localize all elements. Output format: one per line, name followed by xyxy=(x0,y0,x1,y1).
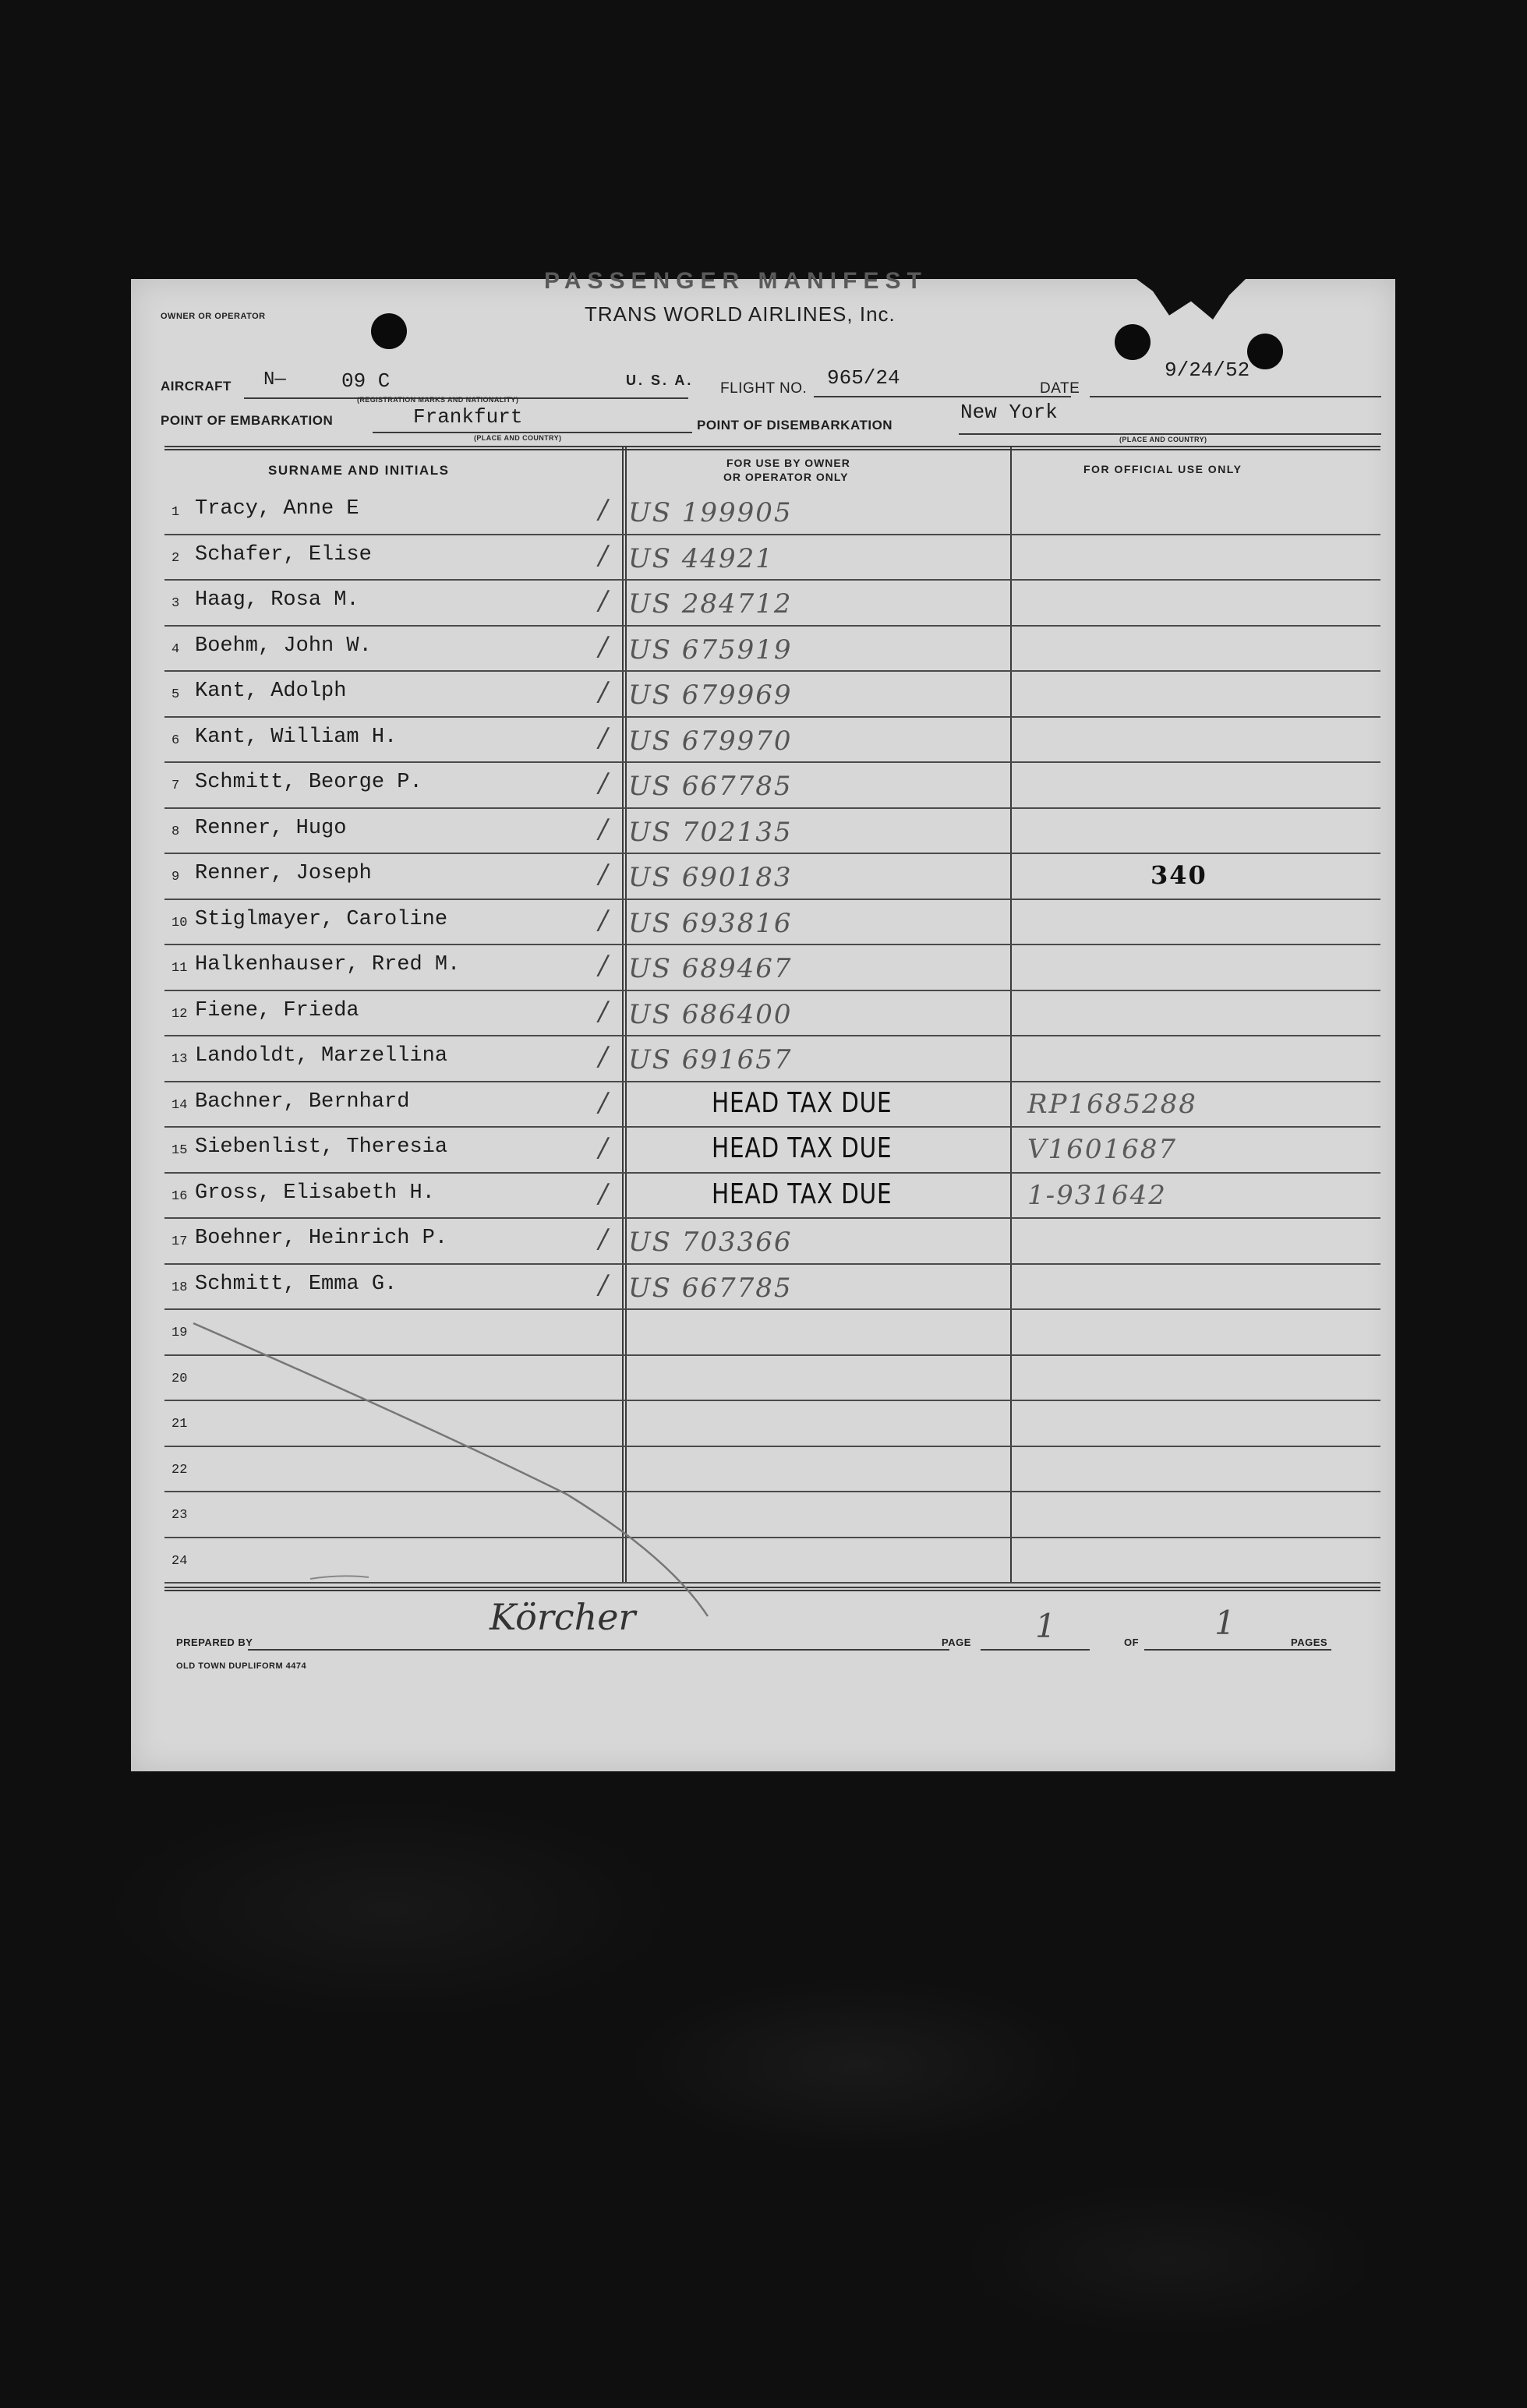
owner-visa-number: US 284712 xyxy=(628,588,793,620)
flight-label: FLIGHT NO. xyxy=(720,380,808,397)
check-mark: / xyxy=(599,950,608,981)
col-owner-header-1: FOR USE BY OWNER xyxy=(726,457,850,469)
row-number: 3 xyxy=(171,596,180,611)
owner-visa-number: US 691657 xyxy=(628,1044,793,1075)
embark-value: Frankfurt xyxy=(413,405,523,429)
row-number: 1 xyxy=(171,505,180,520)
punch-hole-right xyxy=(1247,334,1283,369)
check-mark: / xyxy=(599,1269,608,1301)
passenger-name: Renner, Hugo xyxy=(195,816,347,840)
owner-label: OWNER OR OPERATOR xyxy=(161,312,266,321)
check-mark: / xyxy=(599,539,608,571)
aircraft-label: AIRCRAFT xyxy=(161,379,232,394)
passenger-name: Renner, Joseph xyxy=(195,862,372,885)
paper-tear xyxy=(1136,279,1246,320)
row-divider xyxy=(164,944,1380,945)
head-tax-stamp: HEAD TAX DUE xyxy=(712,1086,893,1119)
date-value: 9/24/52 xyxy=(1165,358,1250,382)
row-divider xyxy=(164,1446,1380,1447)
owner-visa-number: US 703366 xyxy=(628,1227,793,1258)
aircraft-value: 09 C xyxy=(341,369,391,393)
row-divider xyxy=(164,1126,1380,1128)
form-id: OLD TOWN DUPLIFORM 4474 xyxy=(176,1661,307,1671)
check-mark: / xyxy=(599,1223,608,1255)
owner-visa-number: US 689467 xyxy=(628,953,793,984)
place-note-2: (PLACE AND COUNTRY) xyxy=(1119,436,1207,443)
row-divider xyxy=(164,534,1380,535)
row-divider xyxy=(164,1308,1380,1310)
country-label: U. S. A. xyxy=(626,372,694,388)
check-mark: / xyxy=(599,1041,608,1072)
owner-visa-number: US 702135 xyxy=(628,816,793,848)
official-entry: V1601687 xyxy=(1027,1134,1177,1165)
row-number: 18 xyxy=(171,1280,188,1295)
row-number: 6 xyxy=(171,733,180,748)
passenger-name: Landoldt, Marzellina xyxy=(195,1044,448,1068)
row-number: 4 xyxy=(171,641,180,657)
check-mark: / xyxy=(599,722,608,754)
official-entry: RP1685288 xyxy=(1027,1088,1197,1120)
row-divider xyxy=(164,761,1380,763)
head-tax-stamp: HEAD TAX DUE xyxy=(712,1178,893,1210)
check-mark: / xyxy=(599,630,608,662)
owner-visa-number: US 686400 xyxy=(628,998,793,1030)
row-number: 23 xyxy=(171,1508,188,1523)
check-mark: / xyxy=(599,904,608,936)
row-number: 15 xyxy=(171,1143,188,1158)
official-entry: 340 xyxy=(1151,860,1207,890)
row-divider xyxy=(164,670,1380,672)
owner-visa-number: US 667785 xyxy=(628,1272,793,1304)
row-number: 22 xyxy=(171,1462,188,1478)
row-number: 16 xyxy=(171,1188,188,1204)
punch-hole-left xyxy=(371,313,407,349)
passenger-name: Boehm, John W. xyxy=(195,634,372,658)
row-number: 9 xyxy=(171,870,180,884)
row-divider xyxy=(164,990,1380,991)
check-mark: / xyxy=(599,813,608,845)
row-divider xyxy=(164,1172,1380,1174)
partial-title: PASSENGER MANIFEST xyxy=(544,268,928,294)
row-divider xyxy=(164,579,1380,581)
passenger-name: Schmitt, Emma G. xyxy=(195,1272,398,1296)
owner-visa-number: US 199905 xyxy=(628,497,793,528)
flight-value: 965/24 xyxy=(827,366,900,390)
row-number: 11 xyxy=(171,961,188,976)
head-tax-stamp: HEAD TAX DUE xyxy=(712,1132,893,1164)
check-mark: / xyxy=(599,768,608,799)
official-entry: 1-931642 xyxy=(1027,1179,1167,1211)
owner-visa-number: US 690183 xyxy=(628,862,793,893)
passenger-name: Boehner, Heinrich P. xyxy=(195,1227,448,1250)
col-surname-header: SURNAME AND INITIALS xyxy=(268,463,450,478)
passenger-name: Stiglmayer, Caroline xyxy=(195,907,448,931)
row-divider xyxy=(164,1537,1380,1538)
pages-label: PAGES xyxy=(1291,1637,1328,1648)
row-divider xyxy=(164,1582,1380,1584)
passenger-name: Siebenlist, Theresia xyxy=(195,1135,448,1159)
passenger-name: Halkenhauser, Rred M. xyxy=(195,953,461,976)
check-mark: / xyxy=(599,1086,608,1118)
row-number: 7 xyxy=(171,779,180,793)
punch-hole-center xyxy=(1115,324,1151,360)
owner-visa-number: US 679970 xyxy=(628,725,793,757)
owner-visa-number: US 679969 xyxy=(628,680,793,711)
row-number: 19 xyxy=(171,1326,188,1340)
passenger-name: Bachner, Bernhard xyxy=(195,1089,410,1114)
passenger-name: Schafer, Elise xyxy=(195,542,372,567)
check-mark: / xyxy=(599,859,608,890)
passenger-name: Fiene, Frieda xyxy=(195,998,359,1022)
of-value: 1 xyxy=(1214,1604,1237,1642)
row-divider xyxy=(164,1263,1380,1265)
owner-visa-number: US 44921 xyxy=(628,542,774,574)
row-divider xyxy=(164,1354,1380,1356)
passenger-name: Gross, Elisabeth H. xyxy=(195,1181,435,1205)
row-divider xyxy=(164,625,1380,627)
date-label: DATE xyxy=(1040,380,1080,397)
owner-visa-number: US 693816 xyxy=(628,907,793,939)
passenger-name: Tracy, Anne E xyxy=(195,497,359,521)
row-number: 2 xyxy=(171,550,180,566)
disembark-value: New York xyxy=(960,401,1058,424)
row-number: 24 xyxy=(171,1553,188,1569)
registration-note: (REGISTRATION MARKS AND NATIONALITY) xyxy=(357,396,519,404)
passenger-name: Kant, Adolph xyxy=(195,680,347,703)
owner-visa-number: US 667785 xyxy=(628,771,793,802)
row-divider xyxy=(164,1491,1380,1492)
page-value: 1 xyxy=(1035,1607,1058,1645)
row-number: 17 xyxy=(171,1234,188,1249)
passenger-name: Kant, William H. xyxy=(195,725,398,749)
owner-visa-number: US 675919 xyxy=(628,634,793,666)
prepared-label: PREPARED BY xyxy=(176,1637,253,1648)
embark-label: POINT OF EMBARKATION xyxy=(161,413,334,428)
row-divider xyxy=(164,1035,1380,1036)
place-note-1: (PLACE AND COUNTRY) xyxy=(474,434,562,442)
row-divider xyxy=(164,716,1380,718)
row-number: 5 xyxy=(171,687,180,702)
aircraft-prefix: N— xyxy=(263,369,286,390)
disembark-label: POINT OF DISEMBARKATION xyxy=(697,418,893,433)
row-number: 13 xyxy=(171,1052,188,1067)
row-number: 14 xyxy=(171,1097,188,1113)
page-label: PAGE xyxy=(942,1637,971,1648)
col-owner-header-2: OR OPERATOR ONLY xyxy=(723,471,849,483)
check-mark: / xyxy=(599,1132,608,1163)
row-divider xyxy=(164,853,1380,854)
row-number: 12 xyxy=(171,1006,188,1022)
row-number: 8 xyxy=(171,824,180,839)
check-mark: / xyxy=(599,995,608,1027)
signature: Körcher xyxy=(490,1596,636,1638)
manifest-sheet xyxy=(131,268,1395,1771)
row-divider xyxy=(164,1400,1380,1401)
passenger-name: Haag, Rosa M. xyxy=(195,588,359,612)
passenger-name: Schmitt, Beorge P. xyxy=(195,771,422,794)
check-mark: / xyxy=(599,494,608,525)
check-mark: / xyxy=(599,585,608,616)
row-divider xyxy=(164,1217,1380,1219)
of-label: OF xyxy=(1124,1637,1140,1648)
row-number: 20 xyxy=(171,1371,188,1386)
check-mark: / xyxy=(599,676,608,708)
check-mark: / xyxy=(599,1178,608,1209)
airline-name: TRANS WORLD AIRLINES, Inc. xyxy=(585,302,896,326)
row-divider xyxy=(164,807,1380,809)
row-number: 21 xyxy=(171,1417,188,1432)
col-official-header: FOR OFFICIAL USE ONLY xyxy=(1083,463,1242,475)
row-divider xyxy=(164,1081,1380,1082)
row-divider xyxy=(164,899,1380,900)
row-number: 10 xyxy=(171,915,188,930)
